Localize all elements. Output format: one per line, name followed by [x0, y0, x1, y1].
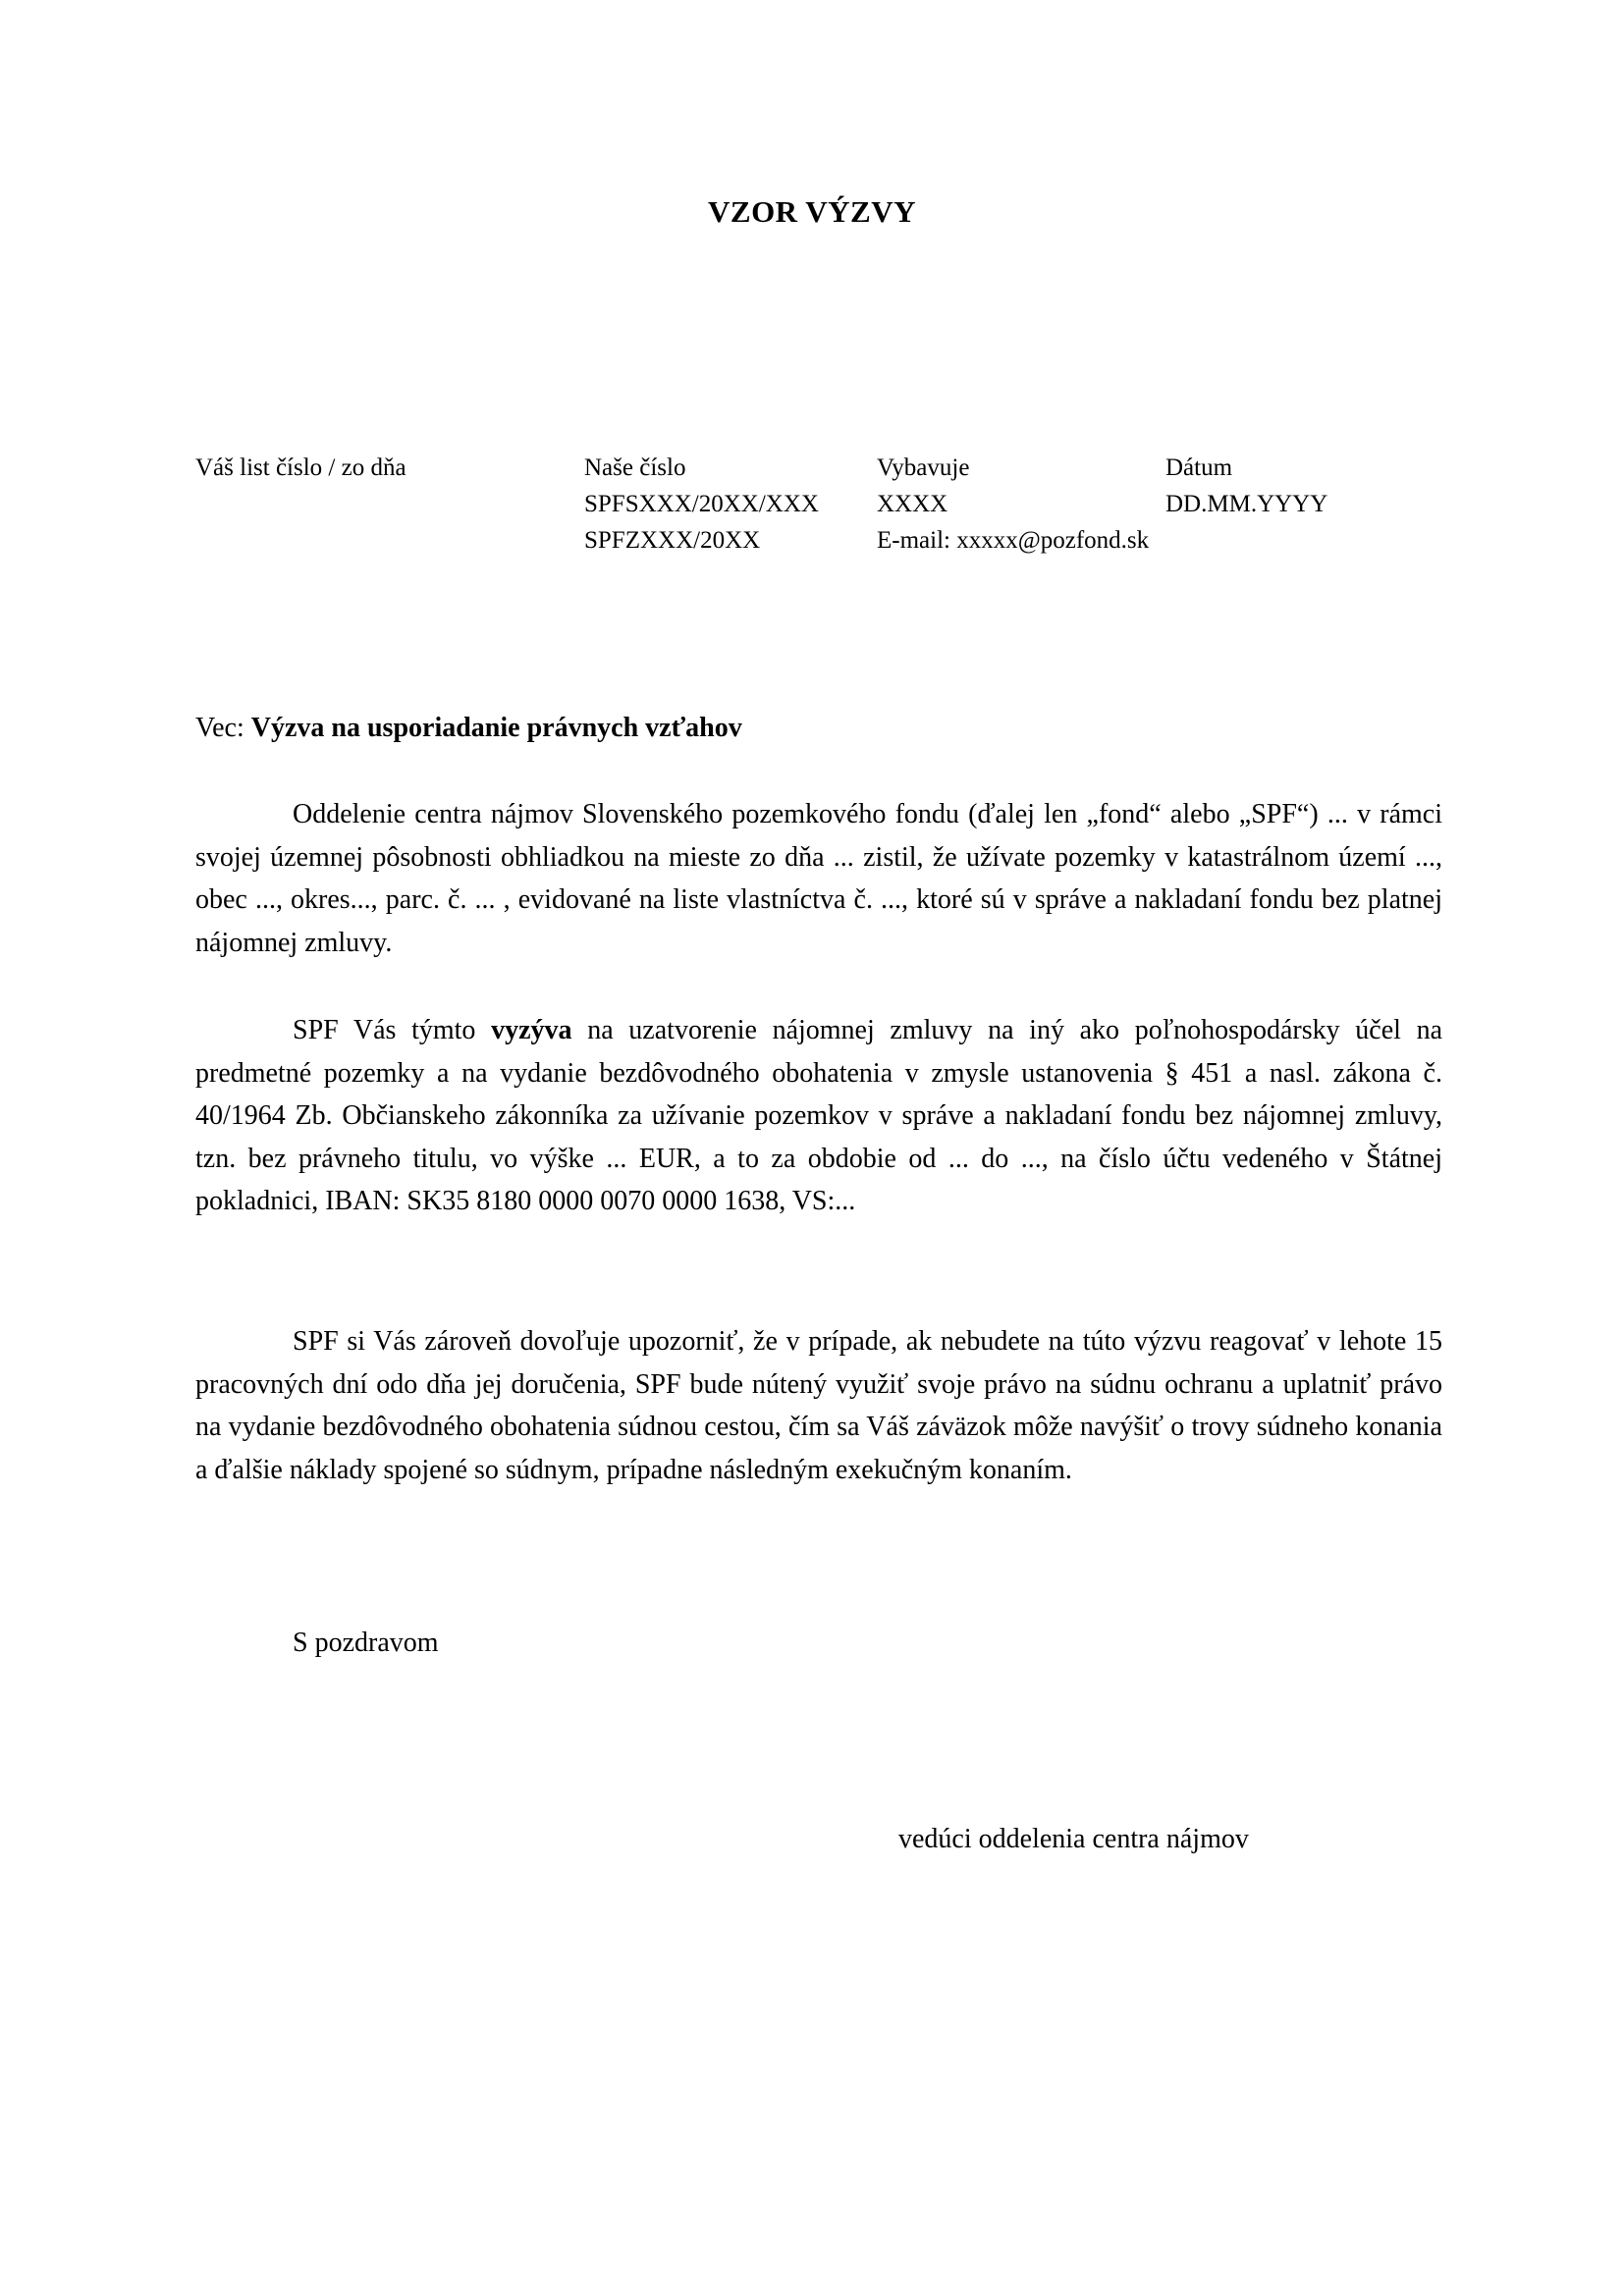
signature-block: vedúci oddelenia centra nájmov: [898, 1824, 1249, 1854]
our-number-column: [584, 450, 819, 559]
handled-by-value: XXXX: [877, 491, 948, 517]
handled-by-label: Vybavuje: [877, 454, 970, 481]
paragraph-demand-bold: vyzýva: [491, 1015, 572, 1045]
date-value: DD.MM.YYYY: [1165, 491, 1328, 517]
paragraph-demand: [195, 1009, 1442, 1223]
paragraph-warning: SPF si Vás zároveň dovoľuje upozorniť, že v prípade, ak nebudete na túto výzvu reagovať v lehote 15 pracovných dní odo dňa jej doručenia, SPF bude nútený využiť svoje právo na súdnu ochranu a uplatniť právo na vydanie bezdôvodného obohatenia súdnou cestou, čím sa Váš záväzok môže navýšiť o trovy súdneho konania a ďalšie náklady spojené so súdnym, prípadne následným exekučným konaním.: [195, 1326, 1442, 1485]
date-column: [1165, 450, 1327, 522]
our-number-value-2: SPFZXXX/20XX: [584, 527, 761, 554]
subject-line: [195, 713, 742, 744]
paragraph-demand-rest: na uzatvorenie nájomnej zmluvy na iný ako poľnohospodársky účel na predmetné pozemky a na vydanie bezdôvodného obohatenia v zmysle ustanovenia § 451 a nasl. zákona č. 40/1964 Zb. Občianskeho zákonníka za užívanie pozemkov v správe a nakladaní fondu bez nájomnej zmluvy, tzn. bez právneho titulu, vo výške ... EUR, a to za obdobie od ... do ..., na číslo účtu vedeného v Štátnej pokladnici, IBAN: SK35 8180 0000 0070 0000 1638, VS:...: [195, 1015, 1443, 1216]
your-letter-column: [195, 450, 406, 486]
our-number-value-1: SPFSXXX/20XX/XXX: [584, 491, 819, 517]
email-value: E-mail: xxxxx@pozfond.sk: [877, 527, 1150, 554]
subject-text: Výzva na usporiadanie právnych vzťahov: [250, 713, 742, 743]
our-number-label: Naše číslo: [584, 454, 686, 481]
handled-by-column: [877, 450, 1149, 559]
date-label: Dátum: [1165, 454, 1233, 481]
your-letter-label: Váš list číslo / zo dňa: [195, 454, 406, 481]
paragraph-findings: Oddelenie centra nájmov Slovenského pozemkového fondu (ďalej len „fond“ alebo „SPF“) ... v rámci svojej územnej pôsobnosti obhliadkou na mieste zo dňa ... zistil, že užívate pozemky v katastrálnom území ..., obec ..., okres..., parc. č. ... , evidované na liste vlastníctva č. ..., ktoré sú v správe a nakladaní fondu bez platnej nájomnej zmluvy.: [195, 799, 1442, 958]
greeting: S pozdravom: [293, 1628, 439, 1658]
subject-prefix: Vec:: [195, 713, 244, 743]
paragraph-demand-start: SPF Vás týmto: [293, 1015, 476, 1045]
document-title: VZOR VÝZVY: [708, 194, 916, 229]
